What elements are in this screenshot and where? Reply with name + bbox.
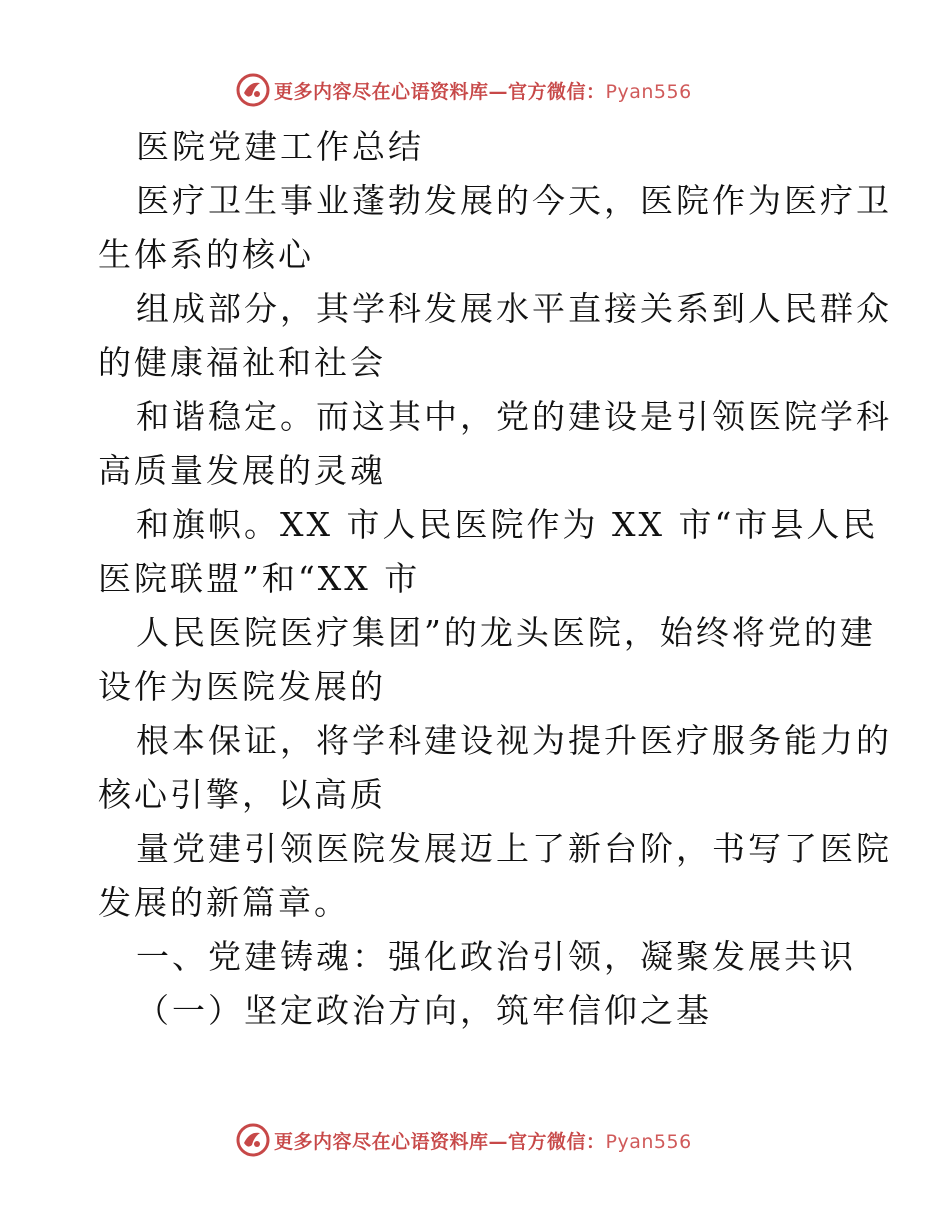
paragraph-line: 医院联盟”和“XX 市	[98, 559, 421, 598]
watermark-header	[236, 72, 692, 108]
logo-icon	[236, 73, 270, 107]
section-heading: 一、党建铸魂：强化政治引领，凝聚发展共识	[136, 937, 856, 976]
paragraph-line: 人民医院医疗集团”的龙头医院，始终将党的建	[136, 613, 876, 652]
watermark-text: 更多内容尽在心语资料库—官方微信：Pyan556	[274, 80, 692, 103]
paragraph-line: 高质量发展的灵魂	[98, 451, 386, 490]
watermark-footer	[236, 1122, 692, 1158]
paragraph-line: 生体系的核心	[98, 235, 314, 274]
watermark-text: 更多内容尽在心语资料库—官方微信：Pyan556	[274, 1130, 692, 1153]
document-body	[98, 120, 892, 1038]
document-title: 医院党建工作总结	[136, 127, 424, 166]
paragraph-line: 核心引擎，以高质	[98, 775, 386, 814]
paragraph-line: 设作为医院发展的	[98, 667, 386, 706]
paragraph-line: 和谐稳定。而这其中，党的建设是引领医院学科	[136, 397, 892, 436]
paragraph-line: 医疗卫生事业蓬勃发展的今天，医院作为医疗卫	[136, 181, 892, 220]
subsection-heading: （一）坚定政治方向，筑牢信仰之基	[136, 991, 712, 1030]
logo-icon	[236, 1123, 270, 1157]
paragraph-line: 发展的新篇章。	[98, 883, 350, 922]
paragraph-line: 量党建引领医院发展迈上了新台阶，书写了医院	[136, 829, 892, 868]
paragraph-line: 根本保证，将学科建设视为提升医疗服务能力的	[136, 721, 892, 760]
paragraph-line: 组成部分，其学科发展水平直接关系到人民群众	[136, 289, 892, 328]
paragraph-line: 和旗帜。XX 市人民医院作为 XX 市“市县人民	[136, 505, 879, 544]
paragraph-line: 的健康福祉和社会	[98, 343, 386, 382]
